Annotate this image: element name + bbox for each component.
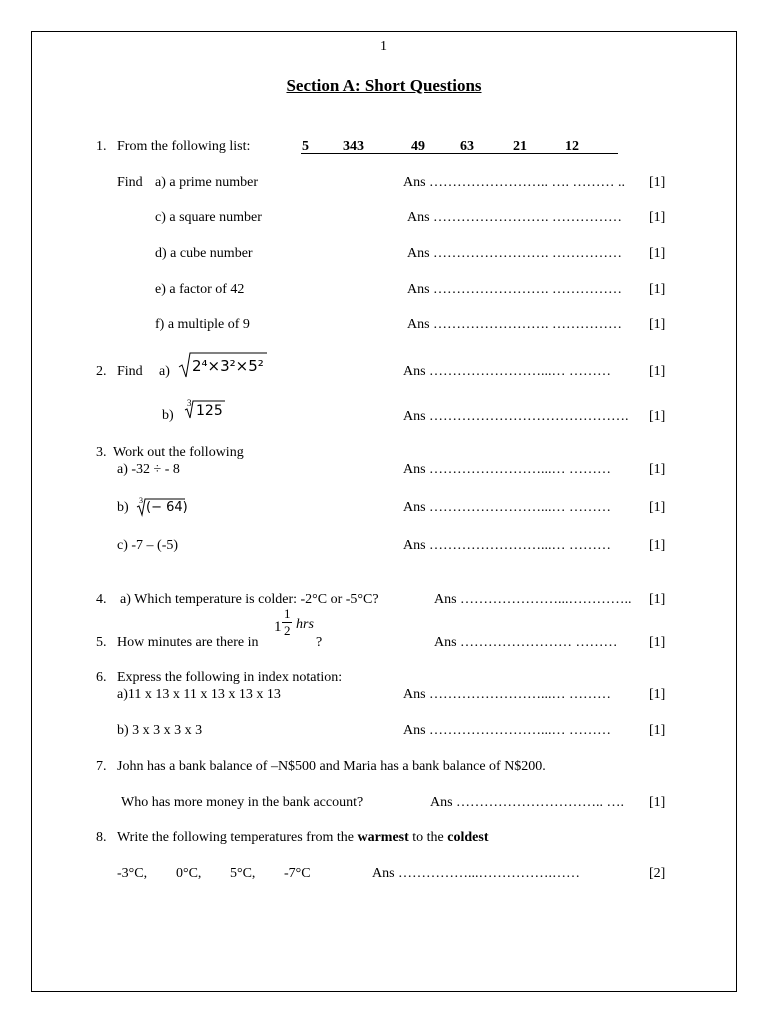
fraction-denominator: 2: [284, 623, 291, 638]
answer-line: Ans ……………………. ……………: [407, 210, 623, 225]
q7-text: John has a bank balance of –N$500 and Maria has a bank balance of N$200.: [117, 759, 546, 774]
answer-line: Ans ……………...…………….……: [372, 866, 581, 881]
mark: [1]: [649, 500, 666, 515]
mark: [1]: [649, 282, 666, 297]
q3-prompt: Work out the following: [113, 445, 244, 460]
mark: [1]: [649, 687, 666, 702]
temperature-item: -3°C,: [117, 866, 148, 881]
q3b-label: b): [117, 500, 129, 515]
q5-text: How minutes are there in: [117, 635, 259, 650]
q5-question-mark: ?: [316, 635, 323, 650]
mark: [1]: [649, 462, 666, 477]
answer-line: Ans ……………………. ……………: [407, 317, 623, 332]
q2b-label: b): [162, 408, 174, 423]
root-index: 3: [139, 496, 143, 505]
mark: [1]: [649, 246, 666, 261]
page-number: 1: [380, 39, 387, 54]
answer-line: Ans …………………….. …. ……… ..: [403, 175, 626, 190]
answer-line: Ans ……………………...… ………: [403, 723, 612, 738]
q6a-text: a)11 x 13 x 11 x 13 x 13 x 13: [117, 687, 281, 702]
number-list-item: 63: [460, 139, 474, 154]
mark: [1]: [649, 364, 666, 379]
fraction-numerator: 1: [284, 606, 291, 621]
answer-line: Ans ……………………. ……………: [407, 246, 623, 261]
q6b-text: b) 3 x 3 x 3 x 3: [117, 723, 203, 738]
q7-label: 7.: [96, 759, 107, 774]
mark: [1]: [649, 538, 666, 553]
q3a-text: a) -32 ÷ - 8: [117, 462, 180, 477]
q3c-text: c) -7 – (-5): [117, 538, 179, 553]
mark: [1]: [649, 592, 666, 607]
number-list-item: 343: [343, 139, 364, 154]
mark: [1]: [649, 409, 666, 424]
q2a-label: a): [159, 364, 170, 379]
q6-label: 6.: [96, 670, 107, 685]
temperature-item: -7°C: [284, 866, 311, 881]
q8-text: Write the following temperatures from the warmest to the coldest: [117, 830, 489, 845]
q1-label: 1.: [96, 139, 107, 154]
q5-label: 5.: [96, 635, 107, 650]
q1-item-text: f) a multiple of 9: [155, 317, 250, 332]
number-list-item: 12: [565, 139, 579, 154]
q3-label: 3.: [96, 445, 107, 460]
answer-line: Ans ……………………...… ………: [403, 538, 612, 553]
fraction-whole: 1: [274, 619, 282, 635]
answer-line: Ans ……………………. ……………: [407, 282, 623, 297]
q2a-expression: 2⁴×3²×5²: [192, 357, 264, 375]
answer-line: Ans …………………...…………..: [434, 592, 632, 607]
answer-line: Ans ……………………...… ………: [403, 364, 612, 379]
number-list-item: 5: [302, 139, 309, 154]
temperature-item: 5°C,: [230, 866, 256, 881]
mark: [1]: [649, 175, 666, 190]
q8-label: 8.: [96, 830, 107, 845]
q2-find: Find: [117, 364, 143, 379]
answer-line: Ans ………………………….. ….: [430, 795, 625, 810]
mark: [1]: [649, 210, 666, 225]
answer-line: Ans ……………………...… ………: [403, 462, 612, 477]
warmest-emphasis: warmest: [357, 830, 409, 845]
mark: [2]: [649, 866, 666, 881]
mark: [1]: [649, 795, 666, 810]
answer-line: Ans ……………………...… ………: [403, 687, 612, 702]
mark: [1]: [649, 317, 666, 332]
q7-question: Who has more money in the bank account?: [121, 795, 364, 810]
root-index: 3: [187, 398, 192, 408]
mark: [1]: [649, 635, 666, 650]
q5-unit: hrs: [296, 617, 314, 632]
q1-find: Find: [117, 175, 143, 190]
number-list-item: 21: [513, 139, 527, 154]
q3b-expression: (− 64): [146, 500, 188, 515]
q1-item-text: c) a square number: [155, 210, 262, 225]
number-list-underline: [301, 153, 618, 154]
q1-prompt: From the following list:: [117, 139, 251, 154]
q2-label: 2.: [96, 364, 107, 379]
mark: [1]: [649, 723, 666, 738]
number-list-item: 49: [411, 139, 425, 154]
section-title: Section A: Short Questions: [286, 76, 482, 95]
answer-line: Ans …………………… ………: [434, 635, 618, 650]
q4-label: 4.: [96, 592, 107, 607]
q6-prompt: Express the following in index notation:: [117, 670, 343, 685]
coldest-emphasis: coldest: [447, 830, 489, 845]
q1-item-text: a) a prime number: [155, 175, 259, 190]
q4-text: a) Which temperature is colder: -2°C or -5°C?: [120, 592, 379, 607]
q1-item-text: e) a factor of 42: [155, 282, 245, 297]
q1-item-text: d) a cube number: [155, 246, 253, 261]
q2b-expression: 125: [196, 403, 223, 419]
temperature-item: 0°C,: [176, 866, 202, 881]
answer-line: Ans ……………………...… ………: [403, 500, 612, 515]
answer-line: Ans …………………………………….: [403, 409, 629, 424]
